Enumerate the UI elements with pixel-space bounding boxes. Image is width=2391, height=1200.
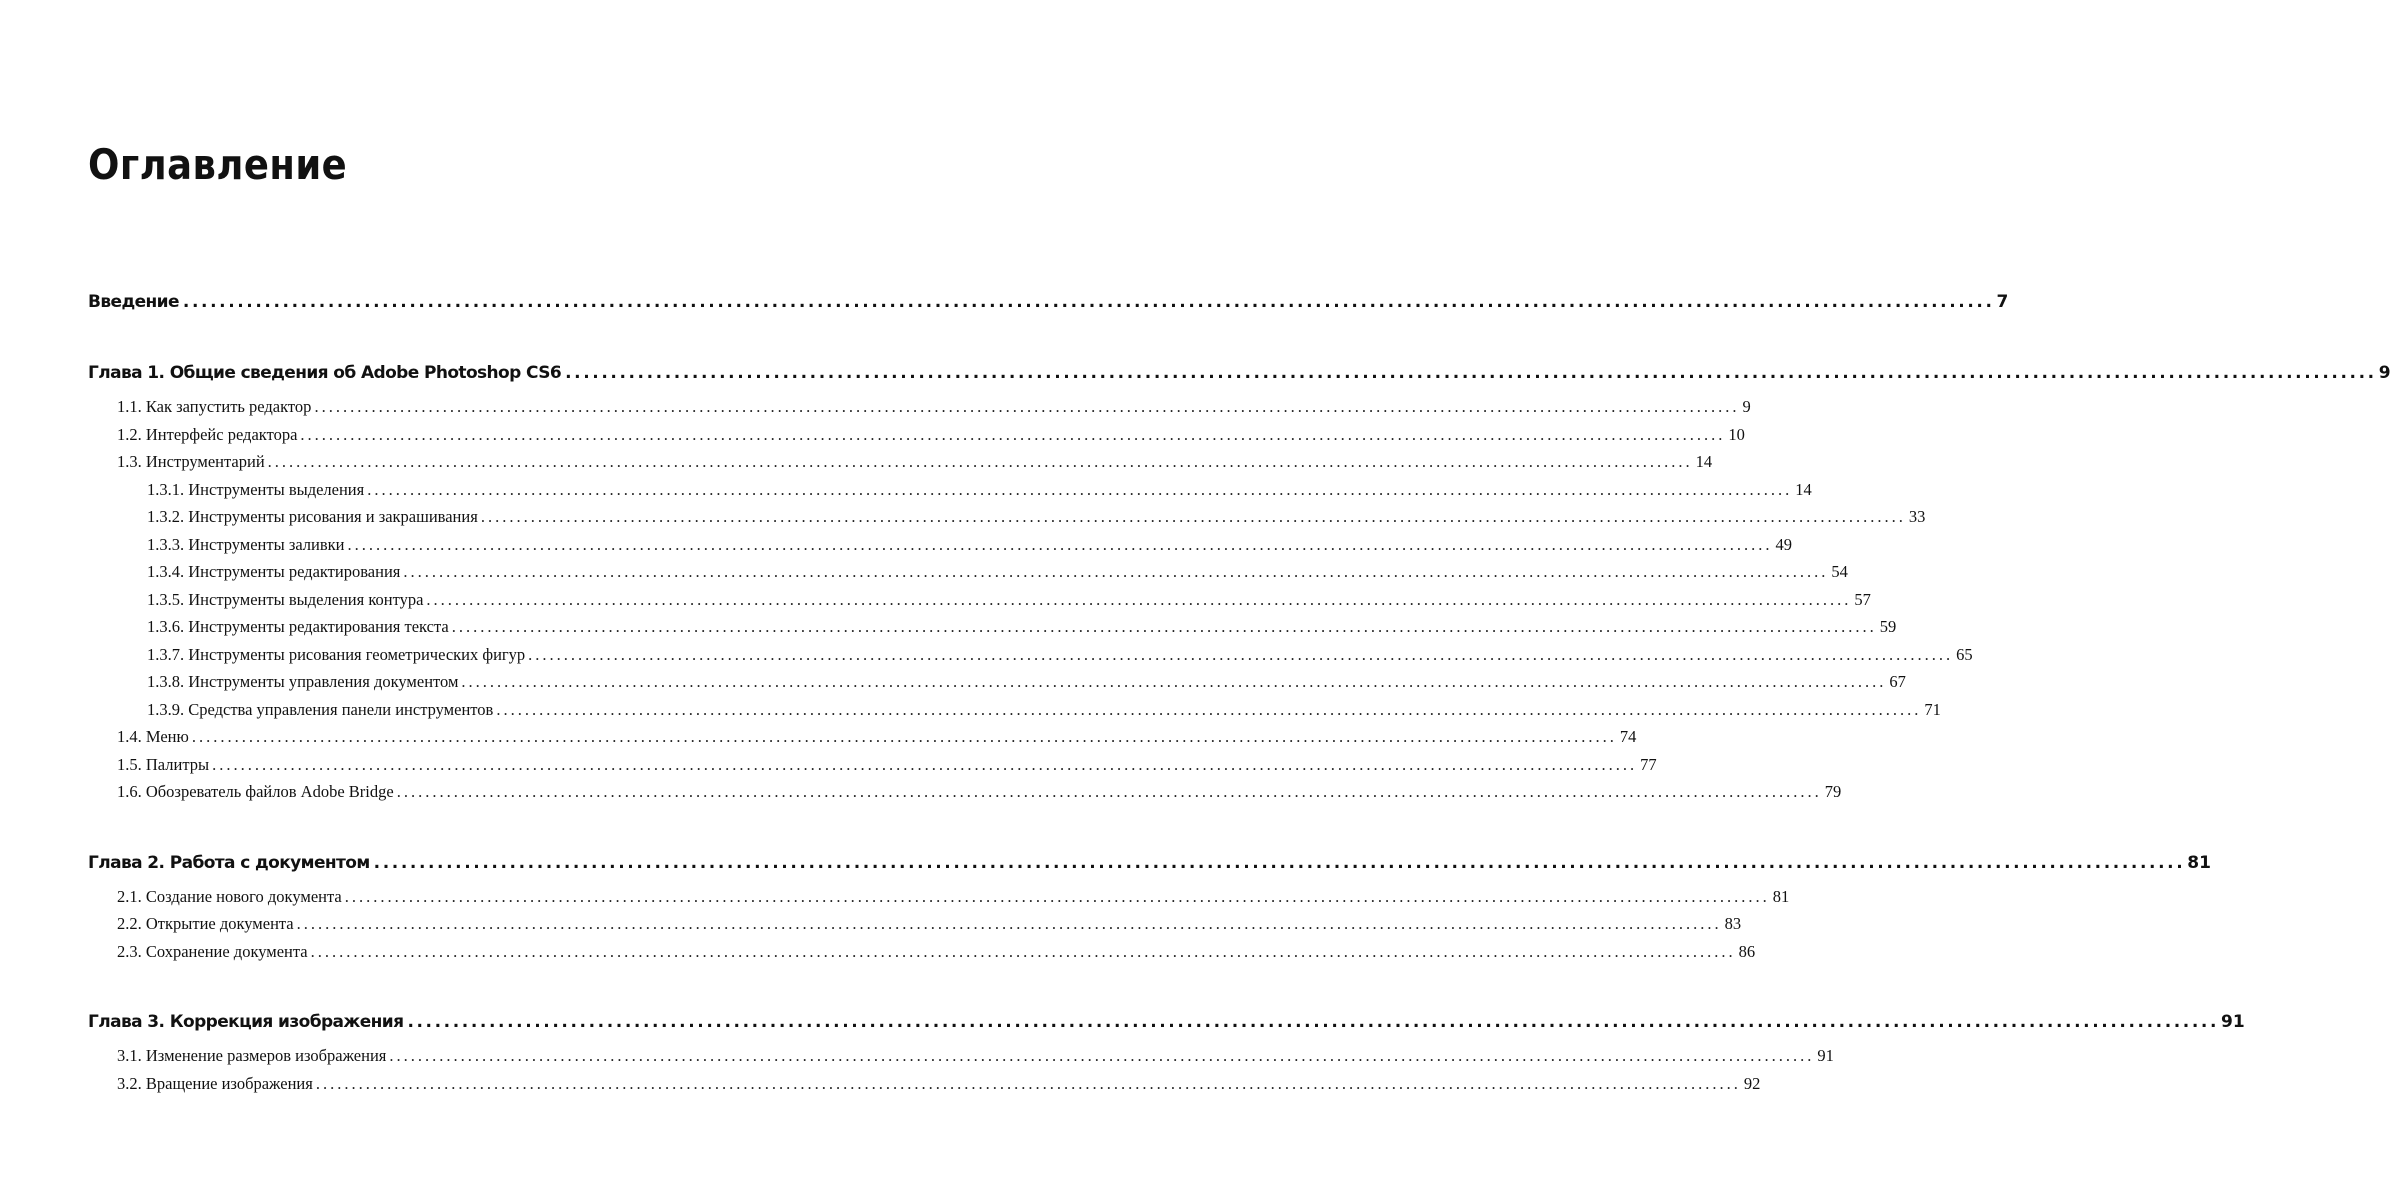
- toc-subsection-entry[interactable]: [88, 586, 1871, 614]
- toc-entry-page: 14: [1795, 479, 1812, 499]
- toc-entry-page: 67: [1889, 672, 1906, 691]
- leader-dots: ........................................................................................................................................................................................................: [367, 479, 1793, 499]
- leader-dots: ........................................................................................................................................................................................................: [310, 941, 1736, 961]
- leader-dots: ........................................................................................................................................................................................................: [296, 914, 1722, 933]
- toc-section-entry[interactable]: [88, 1042, 1834, 1070]
- toc-entry-page: 49: [1775, 534, 1793, 554]
- leader-dots: ........................................................................................................................................................................................................: [426, 589, 1852, 609]
- leader-dots: ........................................................................................................................................................................................................: [212, 754, 1638, 774]
- toc-section-entry[interactable]: [88, 723, 1637, 751]
- toc-subsection-entry[interactable]: [88, 696, 1941, 724]
- toc-entry-title: 1.2. Интерфейс редактора: [117, 424, 298, 444]
- toc-section-entry[interactable]: [88, 883, 1790, 911]
- toc-subsection-entry[interactable]: [88, 558, 1848, 586]
- toc-entry-title: 3.1. Изменение размеров изображения: [117, 1046, 387, 1065]
- toc-chapter-page: 91: [2221, 1012, 2245, 1032]
- toc-entry-title: 1.6. Обозреватель файлов Adobe Bridge: [117, 782, 394, 801]
- toc-entry-title: 1.3.3. Инструменты заливки: [147, 534, 345, 554]
- toc-entry-page: 54: [1831, 562, 1848, 581]
- toc-entry-page: 83: [1724, 914, 1742, 933]
- toc-subsection-entry[interactable]: [88, 668, 1906, 696]
- toc-entry-title: 1.3.2. Инструменты рисования и закрашивания: [147, 507, 478, 526]
- toc-entry-page: 10: [1728, 424, 1745, 444]
- toc-entry-title: 1.3.8. Инструменты управления документом: [147, 672, 459, 691]
- toc-entry-title: 1.3.1. Инструменты выделения: [147, 479, 365, 499]
- section-gap: [88, 316, 718, 363]
- toc-entry-page: 59: [1879, 617, 1897, 636]
- leader-dots: ........................................................................................................................................................................................................: [182, 292, 1995, 312]
- toc-entry-page: 91: [1817, 1046, 1834, 1065]
- toc-entry-title: 2.3. Сохранение документа: [117, 941, 308, 961]
- toc-entry-title: 1.3.7. Инструменты рисования геометрических фигур: [147, 644, 526, 664]
- leader-dots: ........................................................................................................................................................................................................: [451, 617, 1877, 636]
- section-gap: [88, 965, 718, 1012]
- toc-entry-title: 2.1. Создание нового документа: [117, 886, 342, 906]
- toc-section-entry[interactable]: [88, 393, 1751, 421]
- toc-entry-page: 14: [1695, 452, 1713, 471]
- toc-entry-page: 74: [1619, 727, 1637, 746]
- toc-section-entry[interactable]: [88, 448, 1713, 476]
- toc-entry-title: 1.4. Меню: [117, 727, 189, 746]
- toc-entry-page: 71: [1924, 699, 1941, 719]
- toc-section-entry[interactable]: [88, 938, 1756, 966]
- toc-entry-page: 33: [1908, 507, 1926, 526]
- leader-dots: ........................................................................................................................................................................................................: [396, 782, 1822, 801]
- toc-intro-page: 7: [1996, 292, 2009, 312]
- toc-entry-page: 81: [1772, 886, 1790, 906]
- leader-dots: ........................................................................................................................................................................................................: [565, 363, 2377, 383]
- toc-entry-title: 1.3.5. Инструменты выделения контура: [147, 589, 424, 609]
- toc-entry-page: 57: [1854, 589, 1871, 609]
- toc-subsection-entry[interactable]: [88, 531, 1793, 559]
- leader-dots: ........................................................................................................................................................................................................: [314, 397, 1740, 416]
- toc-entry-page: 86: [1738, 941, 1756, 961]
- leader-dots: ........................................................................................................................................................................................................: [403, 562, 1829, 581]
- leader-dots: ........................................................................................................................................................................................................: [191, 727, 1617, 746]
- leader-dots: ........................................................................................................................................................................................................: [373, 852, 2186, 873]
- toc-entry-page: 65: [1956, 644, 1973, 664]
- toc-chapter-entry[interactable]: [88, 852, 2211, 877]
- toc-section-entry[interactable]: [88, 1070, 1761, 1098]
- toc-section-entry[interactable]: [88, 751, 1657, 779]
- toc-chapter-entry[interactable]: [88, 363, 2391, 387]
- toc-section-entry[interactable]: [88, 778, 1842, 806]
- toc-section-entry[interactable]: [88, 421, 1745, 449]
- toc-chapter-entry[interactable]: [88, 1012, 2245, 1036]
- leader-dots: ........................................................................................................................................................................................................: [344, 886, 1770, 906]
- toc-entry-title: 1.5. Палитры: [117, 754, 210, 774]
- leader-dots: ........................................................................................................................................................................................................: [347, 534, 1773, 554]
- toc-chapter-title: Глава 3. Коррекция изображения: [88, 1012, 404, 1032]
- toc-entry-title: 1.3.6. Инструменты редактирования текста: [147, 617, 449, 636]
- toc-entry-title: 1.3.4. Инструменты редактирования: [147, 562, 401, 581]
- toc-chapter-title: Глава 1. Общие сведения об Adobe Photoshop CS6: [88, 363, 562, 383]
- toc-entry-title: 3.2. Вращение изображения: [117, 1073, 313, 1093]
- leader-dots: ........................................................................................................................................................................................................: [528, 644, 1954, 664]
- toc-entry-page: 92: [1743, 1073, 1761, 1093]
- leader-dots: ........................................................................................................................................................................................................: [267, 452, 1693, 471]
- leader-dots: ........................................................................................................................................................................................................: [496, 699, 1922, 719]
- table-of-contents: [88, 292, 2391, 1097]
- page-title: Оглавление: [88, 140, 348, 189]
- toc-section-entry[interactable]: [88, 910, 1742, 938]
- toc-chapter-page: 9: [2378, 363, 2391, 383]
- toc-entry-page: 9: [1742, 397, 1751, 416]
- toc-subsection-entry[interactable]: [88, 641, 1973, 669]
- leader-dots: ........................................................................................................................................................................................................: [389, 1046, 1815, 1065]
- toc-entry-page: 77: [1640, 754, 1657, 774]
- toc-entry-title: 1.3. Инструментарий: [117, 452, 265, 471]
- toc-intro-entry[interactable]: [88, 292, 2009, 316]
- section-gap: [88, 806, 718, 853]
- toc-entry-page: 79: [1824, 782, 1842, 801]
- toc-subsection-entry[interactable]: [88, 476, 1812, 504]
- leader-dots: ........................................................................................................................................................................................................: [315, 1073, 1741, 1093]
- leader-dots: ........................................................................................................................................................................................................: [480, 507, 1906, 526]
- leader-dots: ........................................................................................................................................................................................................: [461, 672, 1887, 691]
- toc-subsection-entry[interactable]: [88, 503, 1926, 531]
- toc-subsection-entry[interactable]: [88, 613, 1897, 641]
- toc-entry-title: 2.2. Открытие документа: [117, 914, 294, 933]
- toc-entry-title: 1.1. Как запустить редактор: [117, 397, 312, 416]
- toc-chapter-title: Глава 2. Работа с документом: [88, 852, 370, 873]
- toc-intro-title: Введение: [88, 292, 179, 312]
- leader-dots: ........................................................................................................................................................................................................: [300, 424, 1726, 444]
- toc-chapter-page: 81: [2187, 852, 2211, 873]
- toc-entry-title: 1.3.9. Средства управления панели инструментов: [147, 699, 494, 719]
- leader-dots: ........................................................................................................................................................................................................: [407, 1012, 2220, 1032]
